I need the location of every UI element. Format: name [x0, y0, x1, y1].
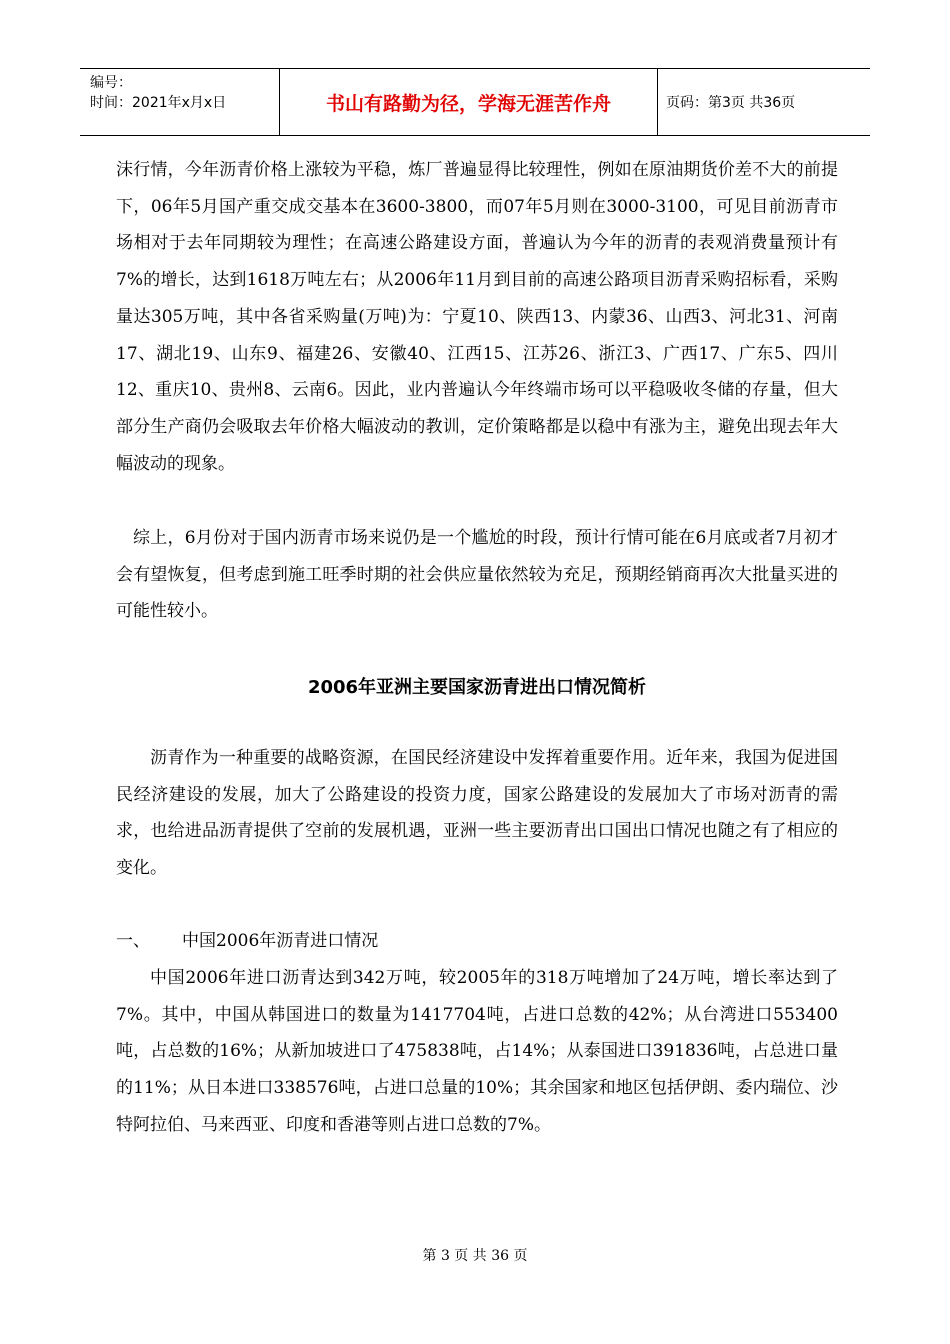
section-number: 一、: [116, 931, 150, 951]
header-meta: [80, 69, 280, 135]
paragraph-china-imports: 中国2006年进口沥青达到342万吨，较2005年的318万吨增加了24万吨，增长率达到了7%。其中，中国从韩国进口的数量为1417704吨，占进口总数的42%；从台湾进口553400吨，占总数的16%；从新加坡进口了475838吨，占14%；从泰国进口391836吨，占总进口量的11%；从日本进口338576吨，占进口总量的10%；其余国家和地区包括伊朗、委内瑞位、沙特阿拉伯、马来西亚、印度和香港等则占进口总数的7%。: [116, 968, 838, 1135]
paragraph-market-review: 沫行情，今年沥青价格上涨较为平稳，炼厂普遍显得比较理性，例如在原油期货价差不大的前提下，06年5月国产重交成交基本在3600-3800，而07年5月则在3000-3100，可见目前沥青市场相对于去年同期较为理性；在高速公路建设方面，普遍认为今年的沥青的表观消费量预计有7%的增长，达到1618万吨左右；从2006年11月到目前的高速公路项目沥青采购招标看，采购量达305万吨，其中各省采购量(万吨)为：宁夏10、陕西13、内蒙36、山西3、河北31、河南17、湖北19、山东9、福建26、安徽40、江西15、江苏26、浙江3、广西17、广东5、四川12、重庆10、贵州8、云南6。因此，业内普遍认今年终端市场可以平稳吸收冬储的存量，但大部分生产商仍会吸取去年价格大幅波动的教训，定价策略都是以稳中有涨为主，避免出现去年大幅波动的现象。: [116, 160, 838, 474]
paragraph-summary: 综上，6月份对于国内沥青市场来说仍是一个尴尬的时段，预计行情可能在6月底或者7月初才会有望恢复，但考虑到施工旺季时期的社会供应量依然较为充足，预期经销商再次大批量买进的可能性较小。: [116, 528, 838, 622]
time-label: 时间：2021年x月x日: [90, 95, 227, 111]
section-heading: [116, 926, 378, 951]
header-motto: 书山有路勤为径，学海无涯苦作舟: [280, 69, 658, 135]
section-heading-text: 中国2006年沥青进口情况: [182, 931, 379, 951]
paragraph-intro: 沥青作为一种重要的战略资源，在国民经济建设中发挥着重要作用。近年来，我国为促进国民经济建设的发展，加大了公路建设的投资力度，国家公路建设的发展加大了市场对沥青的需求，也给进品沥青提供了空前的发展机遇，亚洲一些主要沥青出口国出口情况也随之有了相应的变化。: [116, 748, 838, 879]
header-page-info: 页码：第3页 共36页: [666, 95, 796, 111]
document-header: [80, 68, 870, 136]
section-title: 2006年亚洲主要国家沥青进出口情况简析: [307, 677, 647, 698]
page-footer: 第 3 页 共 36 页: [422, 1248, 528, 1264]
number-label: 编号：: [90, 75, 132, 91]
